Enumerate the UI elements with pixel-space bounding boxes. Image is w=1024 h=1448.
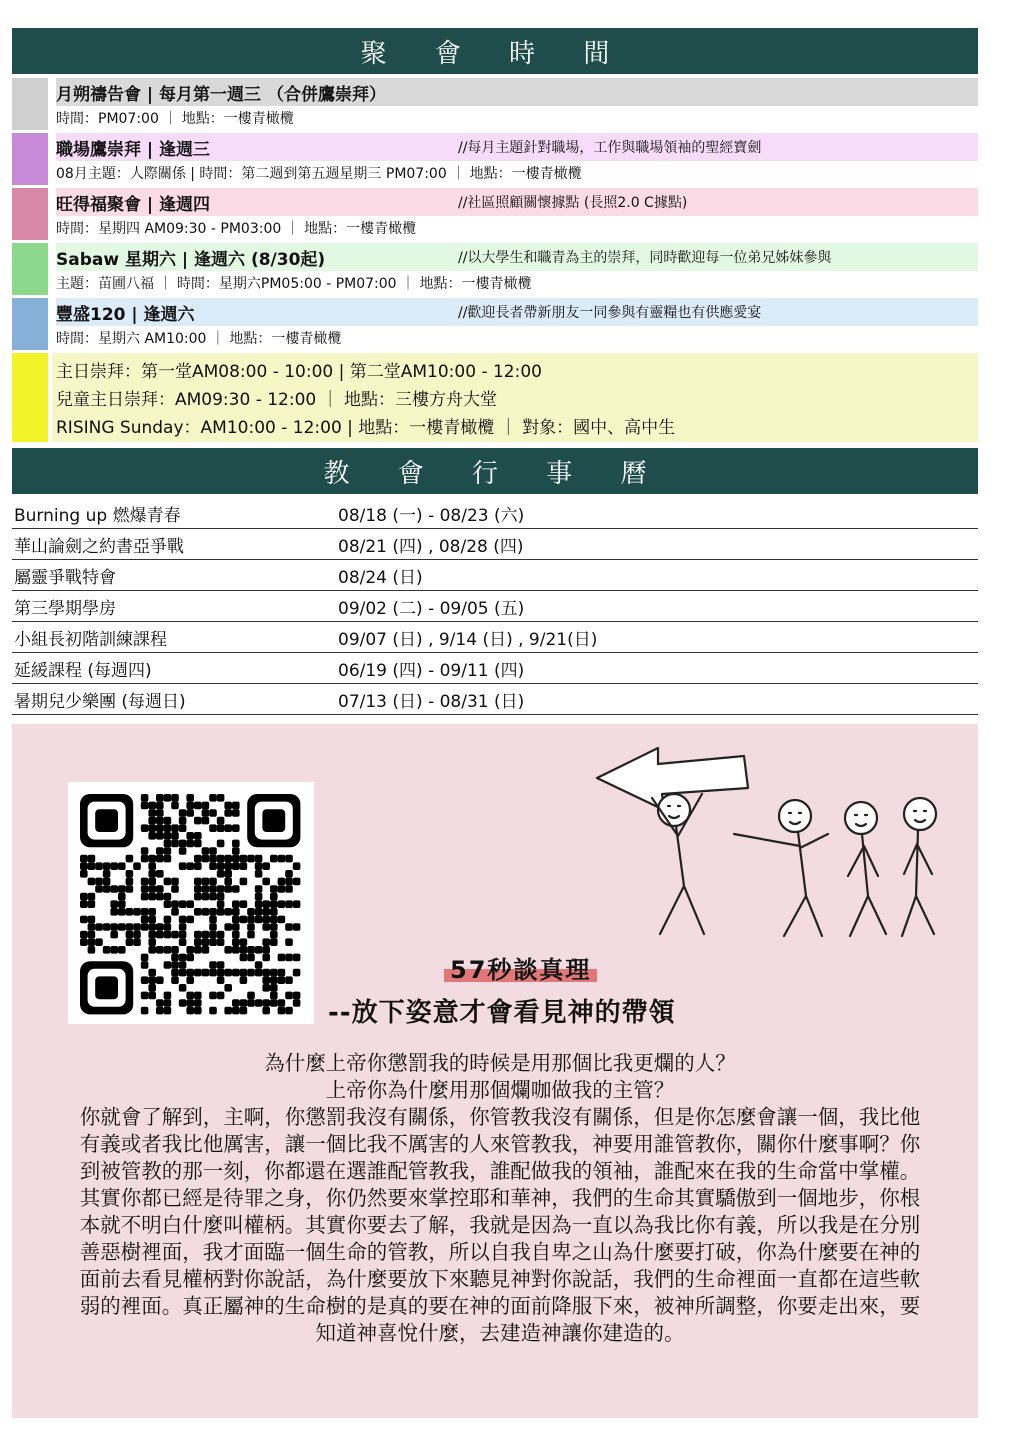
article-panel (12, 724, 978, 1418)
meeting-note: //以大學生和職青為主的崇拜，同時歡迎每一位弟兄姊妹參與 (458, 250, 832, 266)
event-date: 08/24 (日) (338, 567, 423, 588)
meeting-detail: 時間：PM07:00 ｜ 地點：一樓青橄欖 (56, 111, 294, 127)
sunday-line: 主日崇拜：第一堂AM08:00 - 10:00 | 第二堂AM10:00 - 12:00 (56, 361, 542, 382)
article-body (70, 1050, 930, 1347)
event-name: Burning up 燃爆青春 (14, 505, 181, 526)
meeting-title: 月朔禱告會 | 每月第一週三 （合併鷹崇拜） (56, 84, 386, 105)
calendar-header: 教 會 行 事 曆 (12, 448, 978, 494)
sunday-line: RISING Sunday：AM10:00 - 12:00 | 地點：一樓青橄欖 ｜ 對象：國中、高中生 (56, 417, 676, 438)
calendar-row (12, 498, 978, 529)
qr-code-image[interactable] (68, 782, 314, 1024)
meeting-note: //社區照顧關懷據點 (長照2.0 C據點) (458, 195, 688, 211)
event-date: 08/18 (一) - 08/23 (六) (338, 505, 525, 526)
calendar-row (12, 622, 978, 653)
sunday-line: 兒童主日崇拜：AM09:30 - 12:00 ｜ 地點：三樓方舟大堂 (56, 389, 498, 410)
event-date: 07/13 (日) - 08/31 (日) (338, 691, 525, 712)
meeting-color-bar (12, 78, 48, 130)
meeting-title-row (56, 78, 978, 106)
meeting-color-bar (12, 298, 48, 350)
meeting-color-bar (12, 188, 48, 240)
article-paragraph: 為什麼上帝你懲罰我的時候是用那個比我更爛的人？ (264, 1051, 736, 1075)
event-name: 第三學期學房 (14, 598, 116, 619)
article-title: 57秒談真理 (444, 950, 597, 985)
meeting-title-row (56, 188, 978, 216)
meeting-note: //歡迎長者帶新朋友一同參與有靈糧也有供應愛宴 (458, 305, 762, 321)
meeting-color-bar (12, 353, 48, 442)
meeting-detail: 時間：星期四 AM09:30 - PM03:00 ｜ 地點：一樓青橄欖 (56, 221, 417, 237)
meeting-color-bar (12, 243, 48, 295)
event-name: 暑期兒少樂團 (每週日) (14, 691, 186, 712)
meetings-header: 聚 會 時 間 (12, 28, 978, 74)
event-name: 小組長初階訓練課程 (14, 629, 167, 650)
meeting-title: 旺得福聚會 | 逢週四 (56, 194, 211, 215)
meeting-block (12, 243, 978, 295)
meeting-title-row (56, 298, 978, 326)
article-paragraph: 你就會了解到，主啊，你懲罰我沒有關係，你管教我沒有關係，但是你怎麼會讓一個，我比他有義或者我比他厲害，讓一個比我不厲害的人來管教我，神要用誰管教你，關你什麼事啊？你到被管教的那一刻，你都還在選誰配管教我，誰配做我的領袖，誰配來在我的生命當中掌權。其實你都已經是待罪之身，你仍然要來掌控耶和華神，我們的生命其實驕傲到一個地步，你根本就不明白什麼叫權柄。其實你要去了解，我就是因為一直以為我比你有義，所以我是在分別善惡樹裡面，我才面臨一個生命的管教，所以自我自卑之山為什麼要打破，你為什麼要在神的面前去看見權柄對你說話，為什麼要放下來聽見神對你說話，我們的生命裡面一直都在這些軟弱的裡面。真正屬神的生命樹的是真的要在神的面前降服下來，被神所調整，你要走出來，要知道神喜悅什麼，去建造神讓你建造的。 (79, 1105, 921, 1345)
meeting-title: 豐盛120 | 逢週六 (56, 304, 195, 325)
meeting-title-row (56, 133, 978, 161)
meeting-title-row (56, 243, 978, 271)
event-date: 09/02 (二) - 09/05 (五) (338, 598, 525, 619)
meeting-title: 職場鷹崇拜 | 逢週三 (56, 139, 211, 160)
calendar-row (12, 684, 978, 715)
calendar-row (12, 529, 978, 560)
calendar-row (12, 653, 978, 684)
meeting-title: Sabaw 星期六 | 逢週六 (8/30起) (56, 249, 326, 270)
meeting-detail: 時間：星期六 AM10:00 ｜ 地點：一樓青橄欖 (56, 331, 342, 347)
meeting-detail: 主題：苗圃八福 ｜ 時間：星期六PM05:00 - PM07:00 ｜ 地點：一樓青橄欖 (56, 276, 532, 292)
meeting-block (12, 78, 978, 130)
meeting-block (12, 188, 978, 240)
stick-figures-illustration (572, 736, 952, 941)
meeting-detail: 08月主題：人際關係 | 時間：第二週到第五週星期三 PM07:00 ｜ 地點：一樓青橄欖 (56, 166, 582, 182)
calendar-row (12, 591, 978, 622)
meeting-block (12, 298, 978, 350)
event-date: 06/19 (四) - 09/11 (四) (338, 660, 525, 681)
event-name: 延緩課程 (每週四) (14, 660, 152, 681)
article-subtitle: --放下姿意才會看見神的帶領 (328, 998, 676, 1028)
event-date: 08/21 (四) , 08/28 (四) (338, 536, 524, 557)
meeting-color-bar (12, 133, 48, 185)
sunday-block (12, 353, 978, 442)
calendar-row (12, 560, 978, 591)
meeting-note: //每月主題針對職場，工作與職場領袖的聖經寶劍 (458, 140, 762, 156)
event-name: 華山論劍之約書亞爭戰 (14, 536, 184, 557)
article-paragraph: 上帝你為什麼用那個爛咖做我的主管？ (325, 1078, 675, 1102)
qr-code-graphic (68, 782, 314, 1024)
event-date: 09/07 (日) , 9/14 (日) , 9/21(日) (338, 629, 598, 650)
meeting-block (12, 133, 978, 185)
event-name: 屬靈爭戰特會 (14, 567, 116, 588)
